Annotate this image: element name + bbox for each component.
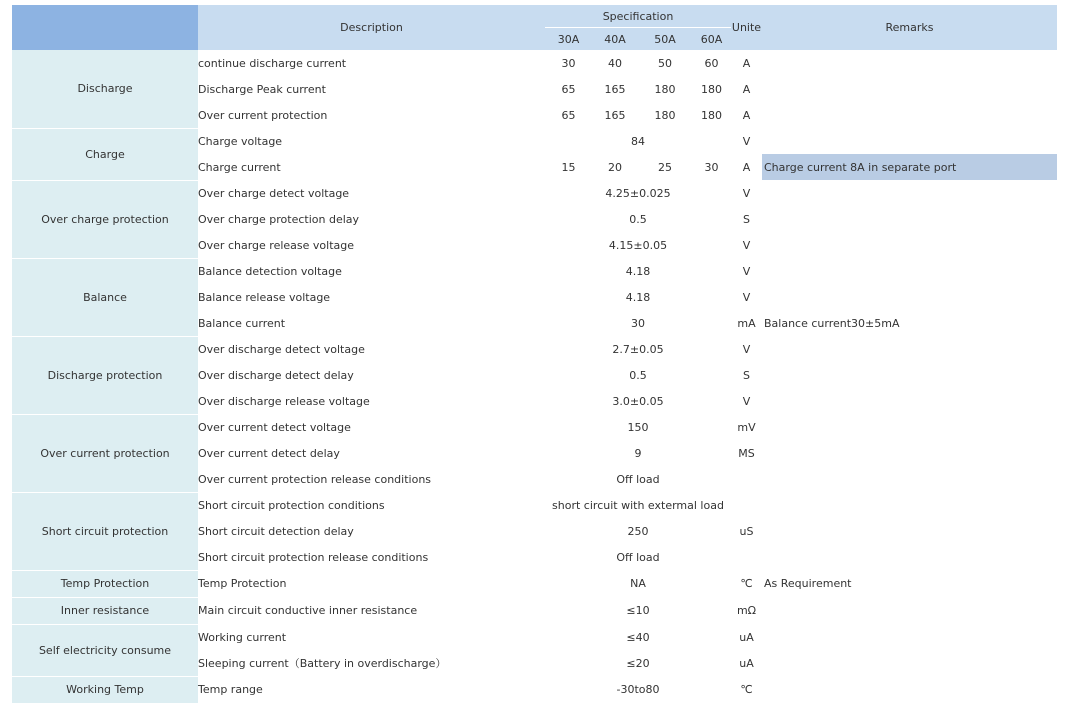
- table-row: [12, 336, 1057, 362]
- unit-value: [731, 466, 762, 492]
- remark-value: [762, 414, 1057, 440]
- parameter-description: Over current detect voltage: [198, 420, 351, 434]
- spec-value-50a: 25: [658, 160, 672, 174]
- header-model-40a: 40A: [592, 28, 638, 51]
- unit-value: mV: [737, 420, 756, 434]
- remark-value: [762, 76, 1057, 102]
- remark-value: [762, 492, 1057, 518]
- remark-value: Charge current 8A in separate port: [762, 154, 1057, 180]
- spec-value-60a: 60: [704, 56, 719, 70]
- unit-value: A: [742, 108, 751, 122]
- spec-value-50a: 180: [654, 108, 676, 122]
- remark-value: [762, 284, 1057, 310]
- remark-value: [762, 440, 1057, 466]
- unit-value: V: [742, 238, 751, 252]
- remark-value: [762, 180, 1057, 206]
- table-row: [12, 258, 1057, 284]
- parameter-description: Short circuit protection release conditions: [198, 550, 429, 564]
- spec-value: 150: [627, 420, 649, 434]
- spec-value: ≤40: [626, 630, 650, 644]
- spec-value-60a: 180: [701, 82, 722, 96]
- spec-value-30a: 65: [561, 82, 576, 96]
- table-row: [12, 570, 1057, 597]
- spec-value: 2.7±0.05: [612, 342, 664, 356]
- parameter-description: Charge current: [198, 160, 281, 174]
- category-label: Discharge: [12, 50, 198, 128]
- remark-value: [762, 102, 1057, 128]
- parameter-description: Over charge protection delay: [198, 212, 360, 226]
- spec-value: 4.18: [625, 264, 651, 278]
- remark-value: [762, 388, 1057, 414]
- header-model-30a: 30A: [545, 28, 592, 51]
- remark-value: Balance current30±5mA: [764, 316, 900, 330]
- spec-value-40a: 20: [608, 160, 622, 174]
- unit-value: A: [742, 82, 751, 96]
- parameter-description: Over current protection: [198, 108, 328, 122]
- parameter-description: Balance detection voltage: [198, 264, 342, 278]
- unit-value: mΩ: [736, 604, 757, 617]
- spec-value: 4.15±0.05: [608, 238, 668, 252]
- spec-table: [12, 5, 1057, 704]
- table-row: [12, 492, 1057, 518]
- unit-value: V: [742, 186, 751, 200]
- parameter-description: Balance release voltage: [198, 290, 331, 304]
- remark-value: As Requirement: [764, 577, 852, 590]
- category-label: Working Temp: [12, 676, 198, 703]
- spec-value: 3.0±0.05: [612, 394, 664, 408]
- spec-value-30a: 15: [561, 160, 576, 174]
- unit-value: V: [742, 290, 751, 304]
- remark-value: [762, 676, 1057, 703]
- category-label: Discharge protection: [12, 336, 198, 414]
- spec-value: ≤10: [626, 604, 650, 617]
- unit-value: ℃: [740, 577, 753, 590]
- spec-value-40a: 165: [604, 82, 626, 96]
- parameter-description: Over charge release voltage: [198, 238, 354, 252]
- remark-value: [762, 650, 1057, 676]
- unit-value: uA: [739, 656, 754, 670]
- table-row: [12, 414, 1057, 440]
- header-specification: Specification: [545, 5, 731, 28]
- spec-value: 0.5: [629, 212, 647, 226]
- category-label: Over charge protection: [12, 180, 198, 258]
- unit-value: MS: [738, 446, 755, 460]
- spec-value-60a: 30: [704, 160, 719, 174]
- spec-value: Off load: [616, 550, 660, 564]
- header-corner: [12, 5, 198, 50]
- spec-value: 4.25±0.025: [605, 186, 671, 200]
- unit-value: V: [742, 134, 751, 148]
- spec-value: NA: [630, 577, 646, 590]
- category-label: Inner resistance: [12, 597, 198, 624]
- spec-value-50a: 50: [658, 56, 672, 70]
- category-label: Charge: [12, 128, 198, 180]
- table-row: [12, 50, 1057, 76]
- table-row: [12, 624, 1057, 650]
- category-label: Over current protection: [12, 414, 198, 492]
- remark-value: [762, 362, 1057, 388]
- parameter-description: Temp Protection: [198, 577, 287, 590]
- remark-value: [762, 128, 1057, 154]
- remark-value: [762, 50, 1057, 76]
- spec-value: 250: [627, 524, 649, 538]
- spec-value-50a: 180: [654, 82, 676, 96]
- header-model-50a: 50A: [638, 28, 692, 51]
- remark-value: [762, 518, 1057, 544]
- remark-value: [762, 232, 1057, 258]
- parameter-description: Temp range: [198, 683, 263, 696]
- spec-value: 30: [631, 316, 645, 330]
- parameter-description: Discharge Peak current: [198, 82, 326, 96]
- category-label: Temp Protection: [12, 570, 198, 597]
- parameter-description: Over current detect delay: [198, 446, 340, 460]
- unit-value: V: [742, 264, 751, 278]
- parameter-description: Balance current: [198, 316, 286, 330]
- spec-value-40a: 165: [604, 108, 626, 122]
- table-row: [12, 676, 1057, 703]
- unit-value: V: [742, 394, 751, 408]
- unit-value: A: [742, 56, 751, 70]
- parameter-description: continue discharge current: [198, 56, 347, 70]
- parameter-description: Over discharge release voltage: [198, 394, 370, 408]
- spec-value: Off load: [616, 472, 660, 486]
- header-unit: Unite: [731, 5, 762, 50]
- remark-value: [762, 597, 1057, 624]
- remark-value: [762, 258, 1057, 284]
- table-row: [12, 180, 1057, 206]
- spec-value: short circuit with extermal load: [552, 498, 724, 512]
- remark-value: [762, 624, 1057, 650]
- unit-value: [731, 544, 762, 570]
- header-remarks: Remarks: [762, 5, 1057, 50]
- parameter-description: Charge voltage: [198, 134, 283, 148]
- spec-value-30a: 30: [561, 56, 576, 70]
- remark-value: [762, 206, 1057, 232]
- spec-table-body: [12, 50, 1057, 703]
- spec-value: ≤20: [626, 656, 650, 670]
- unit-value: ℃: [740, 683, 753, 696]
- parameter-description: Over discharge detect voltage: [198, 342, 365, 356]
- spec-table-container: [12, 5, 1057, 710]
- spec-value: 4.18: [625, 290, 651, 304]
- unit-value: uA: [739, 630, 754, 644]
- spec-value: -30to80: [616, 683, 660, 696]
- spec-value-60a: 180: [701, 108, 722, 122]
- spec-value: 0.5: [629, 368, 647, 382]
- parameter-description: Short circuit protection conditions: [198, 498, 385, 512]
- parameter-description: Sleeping current（Battery in overdischarge）: [198, 657, 447, 670]
- parameter-description: Short circuit detection delay: [198, 524, 354, 538]
- spec-value: 9: [634, 446, 642, 460]
- remark-value: [762, 466, 1057, 492]
- table-row: [12, 597, 1057, 624]
- unit-value: uS: [739, 524, 754, 538]
- spec-value-30a: 65: [561, 108, 576, 122]
- unit-value: mA: [737, 316, 756, 330]
- parameter-description: Over discharge detect delay: [198, 368, 354, 382]
- spec-value: 84: [631, 134, 645, 148]
- parameter-description: Over current protection release conditions: [198, 472, 432, 486]
- header-model-60a: 60A: [692, 28, 731, 51]
- unit-value: V: [742, 342, 751, 356]
- unit-value: A: [742, 160, 751, 174]
- remark-value: [762, 544, 1057, 570]
- category-label: Self electricity consume: [12, 624, 198, 676]
- parameter-description: Over charge detect voltage: [198, 186, 350, 200]
- category-label: Short circuit protection: [12, 492, 198, 570]
- unit-value: S: [743, 368, 750, 382]
- unit-value: [731, 492, 762, 518]
- table-row: [12, 128, 1057, 154]
- remark-value: [762, 336, 1057, 362]
- parameter-description: Main circuit conductive inner resistance: [198, 604, 418, 617]
- header-description: Description: [198, 5, 545, 50]
- parameter-description: Working current: [198, 630, 287, 644]
- spec-value-40a: 40: [608, 56, 622, 70]
- category-label: Balance: [12, 258, 198, 336]
- unit-value: S: [743, 212, 750, 226]
